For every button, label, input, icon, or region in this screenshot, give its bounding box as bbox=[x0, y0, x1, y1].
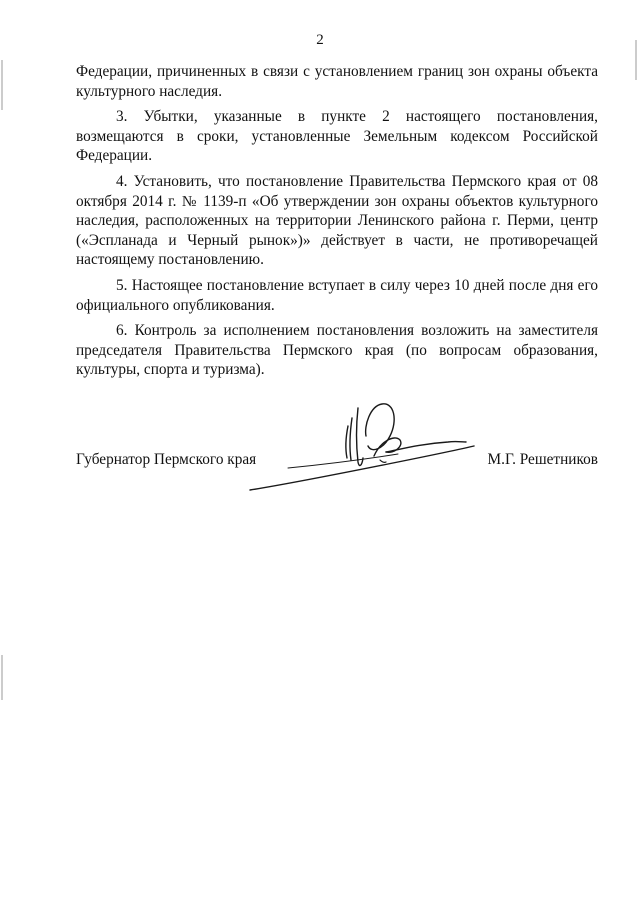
document-body bbox=[76, 62, 598, 386]
signatory-name: М.Г. Решетников bbox=[487, 451, 598, 468]
paragraph-text: 4. Установить, что постановление Правительства Пермского края от 08 октября 2014 г. № 1139-п «Об утверждении зон охраны объектов культурного наследия, расположенных на территории Ленинского района г. Перми, центр («Эспланада и Черный рынок»)» действует в части, не противоречащей настоящему постановлению. bbox=[76, 172, 598, 269]
paragraph-text: 5. Настоящее постановление вступает в силу через 10 дней после дня его официального опубликования. bbox=[76, 276, 598, 314]
signatory-title: Губернатор Пермского края bbox=[76, 451, 257, 468]
paragraph-text: 6. Контроль за исполнением постановления возложить на заместителя председателя Правительства Пермского края (по вопросам образования, культуры, спорта и туризма). bbox=[76, 322, 598, 379]
handwritten-signature-icon bbox=[248, 396, 478, 496]
paragraph-item-5 bbox=[76, 276, 598, 315]
paragraph-text: Федерации, причиненных в связи с установлением границ зон охраны объекта культурного наследия. bbox=[76, 63, 598, 100]
paragraph-continuation bbox=[76, 62, 598, 101]
paragraph-item-3 bbox=[76, 107, 598, 166]
page-number: 2 bbox=[316, 32, 324, 48]
paragraph-text: 3. Убытки, указанные в пункте 2 настоящего постановления, возмещаются в сроки, установленные Земельным кодексом Российской Федерации. bbox=[76, 108, 598, 165]
paragraph-item-6 bbox=[76, 321, 598, 380]
paragraph-item-4 bbox=[76, 172, 598, 270]
